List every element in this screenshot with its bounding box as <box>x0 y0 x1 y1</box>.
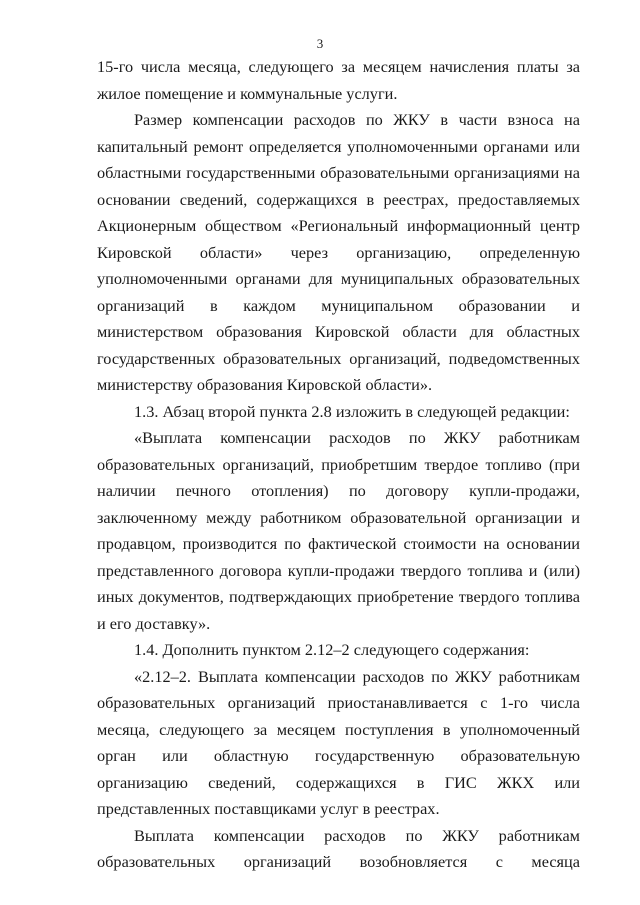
paragraph-continuation: 15-го числа месяца, следующего за месяцем начисления платы за жилое помещение и коммунальные услуги. <box>97 57 580 103</box>
paragraph-solid-fuel: «Выплата компенсации расходов по ЖКУ работникам образовательных организаций, приобретшим твердое топливо (при наличии печного отопления) по договору купли-продажи, заключенному между работником образовательной организации и продавцом, производится по фактической стоимости на основании представленного договора купли-продажи твердого топлива и (или) иных документов, подтверждающих приобретение твердого топлива и его доставку». <box>97 428 580 633</box>
paragraph-item-2-12-2: «2.12–2. Выплата компенсации расходов по ЖКУ работникам образовательных организаций приостанавливается с 1-го числа месяца, следующего за месяцем поступления в уполномоченный орган или областную государственную образовательную организацию сведений, содержащихся в ГИС ЖКХ или представленных поставщиками услуг в реестрах. <box>97 666 580 818</box>
paragraph-capital-repair: Размер компенсации расходов по ЖКУ в части взноса на капитальный ремонт определяется уполномоченными органами или областными государственными образовательными организациями на основании сведений, содержащихся в реестрах, предоставляемых Акционерным обществом «Региональный информационный центр Кировской области» через организацию, определенную уполномоченными органами для муниципальных образовательных организаций в каждом муниципальном образовании и министерством образования Кировской области для областных государственных образовательных организаций, подведомственных министерству образования Кировской области». <box>97 110 580 394</box>
paragraph-resumption: Выплата компенсации расходов по ЖКУ работникам образовательных организаций возобновляется с месяца <box>97 825 580 871</box>
page-number: 3 <box>316 36 324 51</box>
document-body <box>97 54 580 876</box>
paragraph-item-1-3: 1.3. Абзац второй пункта 2.8 изложить в следующей редакции: <box>134 401 570 421</box>
paragraph-item-1-4: 1.4. Дополнить пунктом 2.12–2 следующего содержания: <box>134 640 530 659</box>
